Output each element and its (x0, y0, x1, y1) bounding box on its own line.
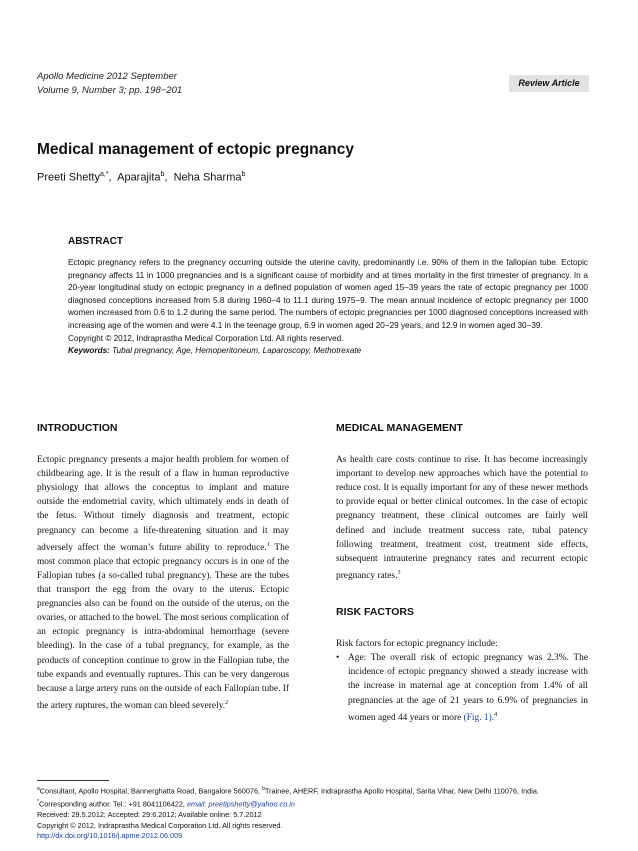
author-affiliation-mark: a,* (99, 171, 109, 178)
risk-factor-text (348, 651, 588, 725)
introduction-paragraph (37, 453, 289, 713)
journal-citation (37, 70, 182, 98)
keywords-line (68, 345, 588, 358)
affiliations (37, 784, 602, 797)
abstract-section (68, 236, 588, 358)
corresponding-mark: * (37, 799, 39, 806)
medical-management-paragraph (336, 453, 588, 583)
article-type-badge: Review Article (509, 75, 589, 92)
article-dates: Received: 29.5.2012; Accepted: 29.6.2012; Available online: 5.7.2012 (37, 810, 262, 820)
figure-link[interactable]: (Fig. 1). (463, 712, 495, 723)
author-list: Preeti Shetty$^{a,*}$, Aparajita$^b$, Neha Sharma$^b$ (37, 171, 246, 184)
author-name: Preeti Shetty (37, 171, 100, 184)
left-column (37, 421, 289, 713)
journal-name-line: Apollo Medicine 2012 September (37, 71, 177, 82)
risk-age-text: Age: The overall risk of ectopic pregnancy was 2.3%. The incidence of ectopic pregnancy showed a steady increase with the increase in maternal age at conception from 1.4% of all pregnancies at the age of 21 years to 6.9% of pregnancies in women aged 44 years or more (348, 653, 588, 723)
abstract-copyright: Copyright © 2012, Indraprastha Medical Corporation Ltd. All rights reserved. (68, 333, 344, 343)
abstract-body: Ectopic pregnancy refers to the pregnancy occurring outside the uterine cavity, predominantly i.e. 90% of them in the fallopian tube. Ectopic pregnancy affects 11 in 1000 pregnancies and is a significant cause of morbidity and at times mortality in the first trimester of pregnancy. In a 20-year longitudinal study on ectopic pregnancy in a defined population of women aged 15−39 years the rate of ectopic pregnancy per 1000 diagnosed conceptions increased from 5.8 during 1960−4 to 11.1 during 1975−9. The mean annual incidence of ectopic pregnancy per 1000 women increased from 0.6 to 1.2 during the same period. The numbers of ectopic pregnancies per 1000 diagnosed conceptions increased with increasing age of the women and were 4.1 in the teenage group, 6.9 in women aged 20−29 years, and 12.9 in women aged 30−39. (68, 258, 588, 330)
medical-text: As health care costs continue to rise. It has become increasingly important to develop new approaches which have the potential to reduce cost. It is equally important for any of these newer methods to provide equal or better clinical outcomes. In the case of ectopic pregnancy treatment, these clinical outcomes are fairly well defined and include treatment success rate, tubal patency following treatment, treatment cost, treatment side effects, subsequent intrauterine pregnancy rates and recurrent ectopic pregnancy rates. (336, 455, 588, 581)
affiliation-mark: a (37, 786, 40, 792)
intro-text: The most common place that ectopic pregnancy occurs is in one of the Fallopian tubes (a so-called tubal pregnancy). These are the tubes that transport the egg from the ovary to the uterus. Ectopic pregnancies also can be found on the outside of the uterus, on the ovaries, or attached to the bowel. The most serious complication of an ectopic pregnancy is intra-abdominal hemorrhage (severe bleeding). In the case of a tubal pregnancy, for example, as the products of conception continue to grow in the Fallopian tube, the tube expands and eventually ruptures. This can be very dangerous because a large artery runs on the outside of each Fallopian tube. If the artery ruptures, the woman can bleed severely. (37, 542, 289, 711)
bullet-icon: • (336, 653, 340, 664)
reference-mark: 3 (397, 569, 401, 576)
risk-factors-intro: Risk factors for ectopic pregnancy include: (336, 639, 498, 650)
keywords-label: Keywords: (68, 346, 110, 356)
email-link[interactable]: email: preetipshetty@yahoo.co.in (186, 799, 295, 809)
author-affiliation-mark: b (160, 171, 165, 178)
affiliation-b: Trainee, AHERF, Indraprastha Apollo Hospital, Sarita Vihar, New Delhi 110076, India. (264, 786, 539, 796)
affiliation-mark: b (262, 786, 265, 792)
reference-mark: 2 (225, 699, 229, 706)
footnotes (37, 784, 602, 842)
corresponding-author (37, 797, 602, 810)
risk-factor-list-item (336, 651, 588, 725)
journal-volume-line: Volume 9, Number 3; pp. 198−201 (37, 85, 183, 96)
intro-text: Ectopic pregnancy presents a major health problem for women of childbearing age. It is the result of a flaw in human reproductive physiology that allows the conceptus to implant and mature outside the endometrial cavity, which ultimately ends in death of the fetus. Without timely diagnosis and treatment, ectopic pregnancy can become a life-threatening situation and it may adversely affect the woman’s future ability to reproduce. (37, 455, 289, 553)
right-column (336, 421, 588, 725)
author-name: Neha Sharma (173, 171, 242, 184)
footnote-divider (37, 780, 109, 781)
keywords-list: Tubal pregnancy, Age, Hemoperitoneum, Laparoscopy, Methotrexate (112, 346, 362, 356)
corresponding-text: Corresponding author. Tel.: +91 8041106422, (38, 799, 187, 809)
footnote-copyright: Copyright © 2012, Indraprastha Medical Corporation Ltd. All rights reserved. (37, 820, 283, 830)
affiliation-a: Consultant, Apollo Hospital, Bannerghatta Road, Bangalore 560076, (39, 786, 263, 796)
article-title: Medical management of ectopic pregnancy (37, 141, 354, 158)
author-name: Aparajita (117, 171, 161, 184)
author-affiliation-mark: b (241, 171, 246, 178)
section-heading-risk-factors: RISK FACTORS (336, 606, 414, 619)
section-heading-introduction: INTRODUCTION (37, 422, 118, 434)
reference-mark: 4 (494, 711, 498, 718)
reference-mark: 1 (266, 541, 270, 548)
doi-link[interactable]: http://dx.doi.org/10.1016/j.apme.2012.06.009 (37, 831, 183, 841)
abstract-heading: ABSTRACT (68, 236, 123, 247)
section-heading-medical-management: MEDICAL MANAGEMENT (336, 422, 463, 434)
